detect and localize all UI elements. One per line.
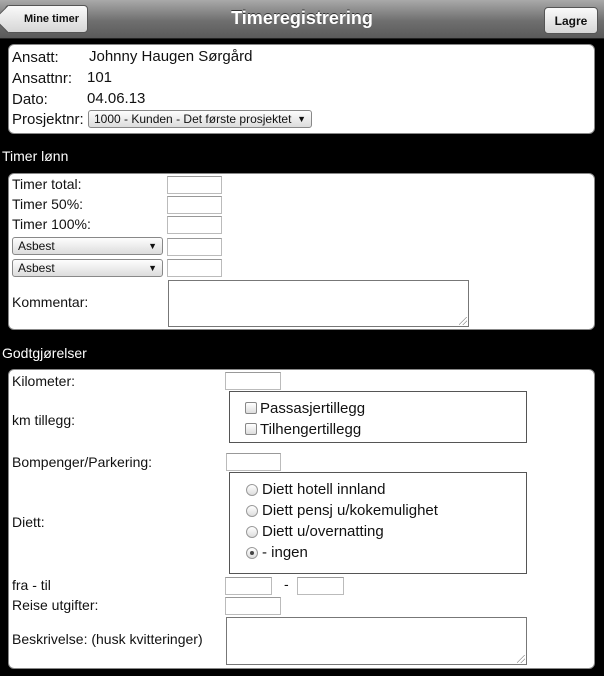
passenger-checkbox[interactable] bbox=[245, 402, 257, 414]
header-bar bbox=[0, 0, 604, 39]
from-to-label: fra - til bbox=[12, 577, 51, 593]
date-label: Dato: bbox=[12, 91, 48, 108]
extra-hours-input-2[interactable] bbox=[167, 259, 222, 277]
trailer-checkbox[interactable] bbox=[245, 423, 257, 435]
description-textarea[interactable] bbox=[226, 617, 527, 665]
description-label: Beskrivelse: (husk kvitteringer) bbox=[12, 631, 203, 647]
extra-type-select-2[interactable] bbox=[12, 259, 163, 277]
diet-radio-none[interactable] bbox=[246, 547, 258, 559]
extra-type-2-value: Asbest bbox=[18, 261, 55, 275]
toll-parking-label: Bompenger/Parkering: bbox=[12, 454, 153, 470]
save-button[interactable]: Lagre bbox=[544, 7, 598, 34]
dropdown-arrow-icon: ▼ bbox=[148, 263, 157, 273]
kilometer-input[interactable] bbox=[225, 372, 281, 390]
page-title: Timeregistrering bbox=[231, 8, 373, 28]
from-input[interactable] bbox=[225, 577, 272, 595]
diet-option-none[interactable]: - ingen bbox=[262, 544, 308, 561]
km-extra-label: km tillegg: bbox=[12, 412, 76, 428]
diet-radio-boarding[interactable] bbox=[246, 505, 258, 517]
diet-option-hotel[interactable]: Diett hotell innland bbox=[262, 481, 386, 498]
allowance-section-heading: Godtgjørelser bbox=[2, 345, 87, 361]
resize-grip-icon[interactable] bbox=[517, 655, 525, 663]
hours-100-label: Timer 100%: bbox=[12, 216, 91, 232]
employee-no-value: 101 bbox=[87, 69, 113, 86]
comment-label: Kommentar: bbox=[12, 294, 89, 310]
back-button-label: Mine timer bbox=[23, 13, 79, 25]
trailer-label[interactable]: Tilhengertillegg bbox=[260, 421, 362, 438]
comment-textarea[interactable] bbox=[168, 280, 469, 327]
hours-100-input[interactable] bbox=[167, 216, 222, 234]
employee-value: Johnny Haugen Sørgård bbox=[89, 48, 253, 65]
passenger-label[interactable]: Passasjertillegg bbox=[260, 400, 366, 417]
kilometer-label: Kilometer: bbox=[12, 373, 76, 389]
diet-option-no-overnight[interactable]: Diett u/overnatting bbox=[262, 523, 384, 540]
travel-expenses-label: Reise utgifter: bbox=[12, 597, 99, 613]
extra-type-select-1[interactable] bbox=[12, 237, 163, 255]
hours-total-input[interactable] bbox=[167, 176, 222, 194]
employee-no-label: Ansattnr: bbox=[12, 70, 73, 87]
dropdown-arrow-icon: ▼ bbox=[297, 114, 306, 124]
diet-option-boarding[interactable]: Diett pensj u/kokemulighet bbox=[262, 502, 438, 519]
from-to-dash: - bbox=[284, 576, 289, 592]
project-select-value: 1000 - Kunden - Det første prosjektet bbox=[94, 112, 292, 126]
extra-type-1-value: Asbest bbox=[18, 239, 55, 253]
extra-hours-input-1[interactable] bbox=[167, 238, 222, 256]
hours-total-label: Timer total: bbox=[12, 176, 82, 192]
date-value: 04.06.13 bbox=[87, 90, 146, 107]
diet-radio-no-overnight[interactable] bbox=[246, 526, 258, 538]
diet-label: Diett: bbox=[12, 514, 45, 530]
project-select[interactable] bbox=[88, 110, 312, 128]
hours-50-input[interactable] bbox=[167, 196, 222, 214]
travel-expenses-input[interactable] bbox=[225, 597, 281, 615]
project-label: Prosjektnr: bbox=[12, 111, 84, 128]
toll-parking-input[interactable] bbox=[226, 453, 281, 471]
dropdown-arrow-icon: ▼ bbox=[148, 241, 157, 251]
employee-label: Ansatt: bbox=[12, 49, 59, 66]
wage-section-heading: Timer lønn bbox=[2, 148, 69, 164]
resize-grip-icon[interactable] bbox=[459, 317, 467, 325]
to-input[interactable] bbox=[297, 577, 344, 595]
diet-radio-hotel[interactable] bbox=[246, 484, 258, 496]
hours-50-label: Timer 50%: bbox=[12, 196, 84, 212]
